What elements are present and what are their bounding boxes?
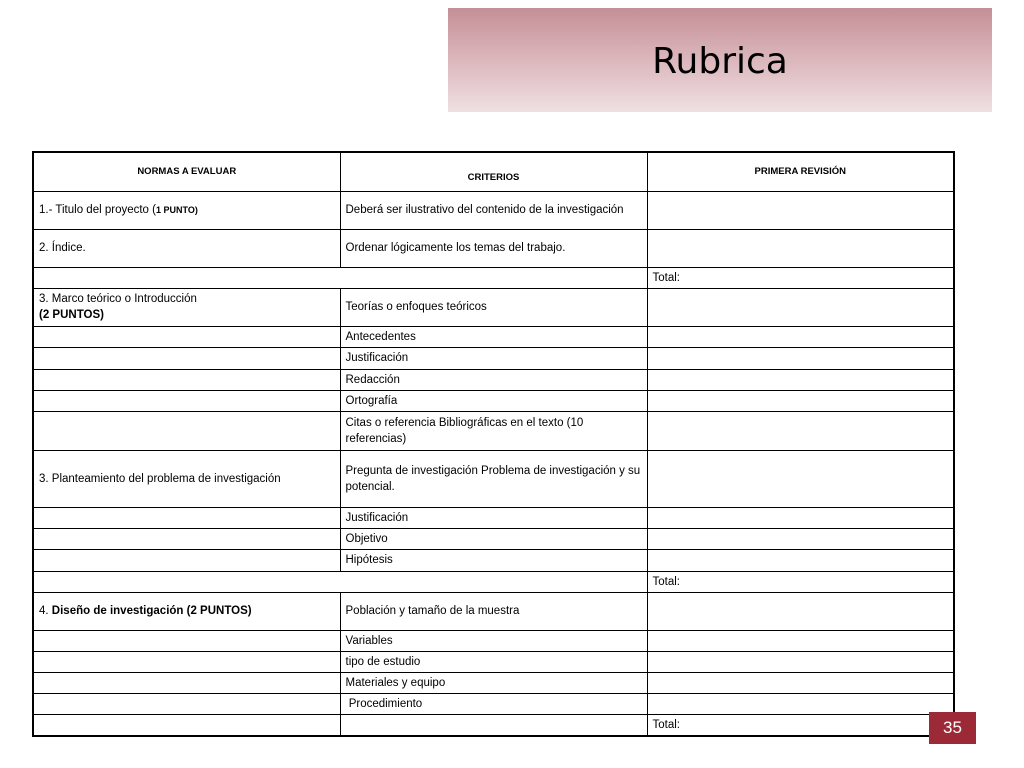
criterio-cell: Variables [340,630,647,651]
revision-cell [647,191,954,229]
norma-cell [33,390,340,411]
table-row [33,191,954,229]
revision-cell [647,369,954,390]
header-primera-revision: PRIMERA REVISIÓN [647,152,954,191]
revision-cell [647,592,954,630]
table-row [33,369,954,390]
table-row [33,672,954,693]
revision-cell [647,288,954,326]
criterio-cell: Objetivo [340,528,647,549]
revision-cell [647,390,954,411]
criterio-cell: Antecedentes [340,326,647,347]
criterio-cell: tipo de estudio [340,651,647,672]
criterio-cell: Teorías o enfoques teóricos [340,288,647,326]
norma-cell [33,191,340,229]
norma-cell [33,651,340,672]
norma-cell [33,672,340,693]
criterio-cell [340,714,647,736]
criterio-cell: Ortografía [340,390,647,411]
header-row [33,152,954,191]
criterio-cell: Hipótesis [340,549,647,571]
revision-cell [647,507,954,528]
slide-title: Rubrica [652,41,788,82]
criterio-cell: Citas o referencia Bibliográficas en el texto (10 referencias) [340,411,647,450]
revision-cell [647,672,954,693]
norma-cell [33,693,340,714]
norma-cell [33,347,340,369]
total-label: Total: [647,571,954,592]
norma-points: (2 PUNTOS) [39,309,104,321]
criterio-cell: Pregunta de investigación Problema de investigación y su potencial. [340,450,647,507]
revision-cell [647,528,954,549]
table-row [33,651,954,672]
total-row [33,714,954,736]
header-normas: NORMAS A EVALUAR [33,152,340,191]
total-label: Total: [647,714,954,736]
norma-cell [33,549,340,571]
norma-points: 1 PUNTO) [155,205,198,215]
norma-cell: 3. Planteamiento del problema de investigación [33,450,340,507]
rubric-table [32,151,955,737]
criterio-cell: Población y tamaño de la muestra [340,592,647,630]
total-label: Total: [647,267,954,288]
table-row [33,411,954,450]
criterio-cell: Procedimiento [340,693,647,714]
criterio-cell: Materiales y equipo [340,672,647,693]
norma-cell [33,369,340,390]
title-banner [448,8,992,112]
table-row [33,450,954,507]
total-spacer [33,267,647,288]
criterio-cell: Redacción [340,369,647,390]
table-row [33,347,954,369]
revision-cell [647,347,954,369]
table-row [33,390,954,411]
revision-cell [647,693,954,714]
criterio-cell: Ordenar lógicamente los temas del trabajo. [340,229,647,267]
criterio-cell: Justificación [340,507,647,528]
table-row [33,326,954,347]
header-criterios: CRITERIOS [340,152,647,191]
norma-cell [33,326,340,347]
table-row [33,288,954,326]
norma-cell [33,411,340,450]
revision-cell [647,229,954,267]
table-row [33,229,954,267]
norma-cell [33,714,340,736]
revision-cell [647,450,954,507]
total-row [33,267,954,288]
page-number-badge: 35 [929,712,976,744]
table-row [33,528,954,549]
revision-cell [647,326,954,347]
norma-cell [33,507,340,528]
norma-text: 1.- Titulo del proyecto ( [39,204,156,216]
norma-cell [33,528,340,549]
table-row [33,693,954,714]
revision-cell [647,651,954,672]
norma-prefix: 4. [39,605,52,617]
revision-cell [647,549,954,571]
total-spacer [33,571,647,592]
criterio-cell: Deberá ser ilustrativo del contenido de la investigación [340,191,647,229]
norma-text: Diseño de investigación (2 PUNTOS) [51,605,252,617]
norma-cell: 2. Índice. [33,229,340,267]
total-row [33,571,954,592]
revision-cell [647,630,954,651]
norma-text: 3. Marco teórico o Introducción [39,293,197,305]
criterio-cell: Justificación [340,347,647,369]
table-row [33,507,954,528]
table-row [33,592,954,630]
table-row [33,630,954,651]
table-row [33,549,954,571]
norma-cell [33,630,340,651]
norma-cell [33,288,340,326]
norma-cell [33,592,340,630]
revision-cell [647,411,954,450]
